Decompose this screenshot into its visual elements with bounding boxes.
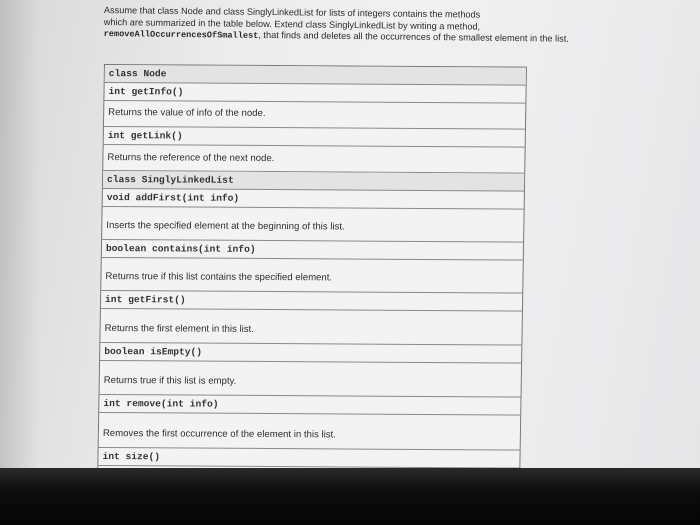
desc-getlink: Returns the reference of the next node. [103, 145, 524, 174]
intro-line-1: Assume that class Node and class SinglyLinkedList for lists of integers contains the methods [103, 5, 481, 20]
sig-getlink: int getLink() [104, 127, 525, 148]
monitor-bezel [0, 468, 700, 525]
sig-contains: boolean contains(int info) [102, 240, 523, 261]
intro-line-3-rest: , that finds and deletes all the occurrences of the smallest element in the list. [258, 29, 569, 44]
intro-line-2: which are summarized in the table below. Extend class SinglyLinkedList by writing a method, [103, 16, 481, 32]
methods-table [97, 64, 527, 502]
desc-getinfo: Returns the value of info of the node. [104, 101, 525, 130]
intro-paragraph [104, 5, 664, 47]
left-shadow [0, 0, 40, 470]
desc-contains: Returns true if this list contains the specified element. [101, 258, 523, 294]
method-name: removeAllOccurrencesOfSmallest [103, 28, 259, 41]
desc-isempty: Returns true if this list is empty. [100, 361, 522, 398]
table-header-singlylinkedlist: class SinglyLinkedList [103, 171, 524, 192]
table-header-node: class Node [105, 65, 526, 86]
sig-addfirst: void addFirst(int info) [103, 189, 524, 210]
sig-getinfo: int getInfo() [104, 83, 525, 104]
desc-remove: Removes the first occurrence of the element in this list. [99, 413, 521, 451]
sig-isempty: boolean isEmpty() [100, 343, 521, 364]
sig-getfirst: int getFirst() [101, 291, 522, 312]
desc-getfirst: Returns the first element in this list. [100, 309, 522, 346]
sig-size: int size() [98, 448, 519, 469]
desc-addfirst: Inserts the specified element at the beginning of this list. [102, 207, 524, 243]
sig-remove: int remove(int info) [99, 395, 520, 416]
